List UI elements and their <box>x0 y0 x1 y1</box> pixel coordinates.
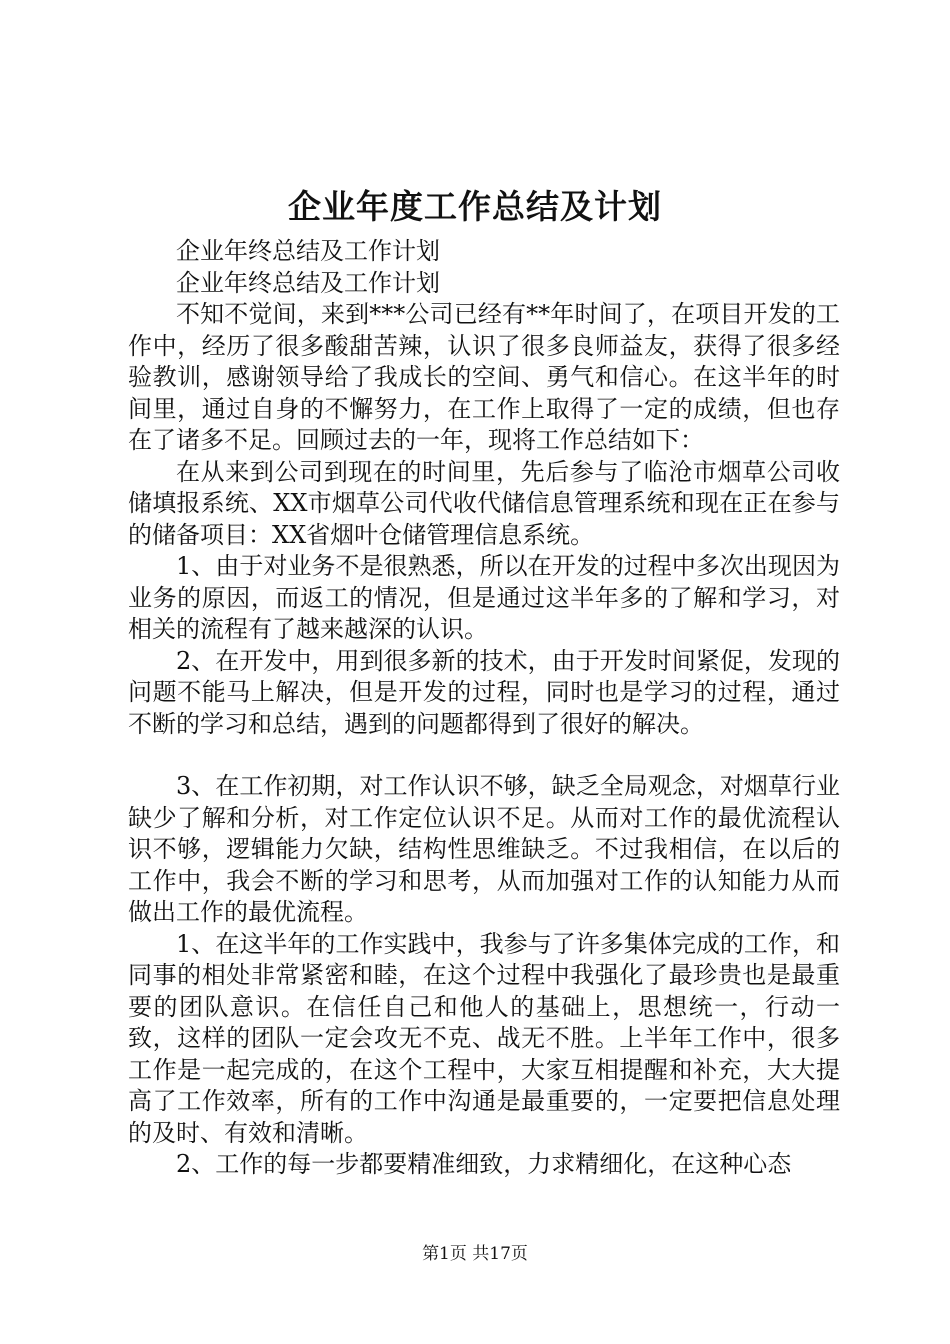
paragraph-teamwork: 1、在这半年的工作实践中，我参与了许多集体完成的工作，和同事的相处非常紧密和睦，在这个过程中我强化了最珍贵也是最重要的团队意识。在信任自己和他人的基础上，思想统一，行动一致，这样的团队一定会攻无不克、战无不胜。上半年工作中，很多工作是一起完成的，在这个工程中，大家互相提醒和补充，大大提高了工作效率，所有的工作中沟通是最重要的，一定要把信息处理的及时、有效和清晰。 <box>128 929 840 1147</box>
page-number-footer: 第1页 共17页 <box>422 1244 528 1264</box>
paragraph-point-3: 3、在工作初期，对工作认识不够，缺乏全局观念，对烟草行业缺少了解和分析，对工作定位认识不足。从而对工作的最优流程认识不够，逻辑能力欠缺，结构性思维缺乏。不过我相信，在以后的工作中，我会不断的学习和思考，从而加强对工作的认知能力从而做出工作的最优流程。 <box>128 772 840 926</box>
paragraph-precision: 2、工作的每一步都要精准细致，力求精细化，在这种心态 <box>176 1150 792 1178</box>
paragraph-projects: 在从来到公司到现在的时间里，先后参与了临沧市烟草公司收储填报系统、XX市烟草公司代收代储信息管理系统和现在正在参与的储备项目：XX省烟叶仓储管理信息系统。 <box>128 457 840 549</box>
paragraph-point-2: 2、在开发中，用到很多新的技术，由于开发时间紧促，发现的问题不能马上解决，但是开发的过程，同时也是学习的过程，通过不断的学习和总结，遇到的问题都得到了很好的解决。 <box>128 646 840 738</box>
paragraph-point-1: 1、由于对业务不是很熟悉，所以在开发的过程中多次出现因为业务的原因，而返工的情况，但是通过这半年多的了解和学习，对相关的流程有了越来越深的认识。 <box>128 552 840 643</box>
paragraph-subtitle-2: 企业年终总结及工作计划 <box>176 268 440 297</box>
document-body <box>128 236 840 1181</box>
paragraph-subtitle-1: 企业年终总结及工作计划 <box>176 237 440 265</box>
document-title: 企业年度工作总结及计划 <box>288 187 662 226</box>
paragraph-intro: 不知不觉间，来到***公司已经有**年时间了，在项目开发的工作中，经历了很多酸甜苦辣，认识了很多良师益友，获得了很多经验教训，感谢领导给了我成长的空间、勇气和信心。在这半年的时间里，通过自身的不懈努力，在工作上取得了一定的成绩，但也存在了诸多不足。回顾过去的一年，现将工作总结如下： <box>128 300 840 454</box>
